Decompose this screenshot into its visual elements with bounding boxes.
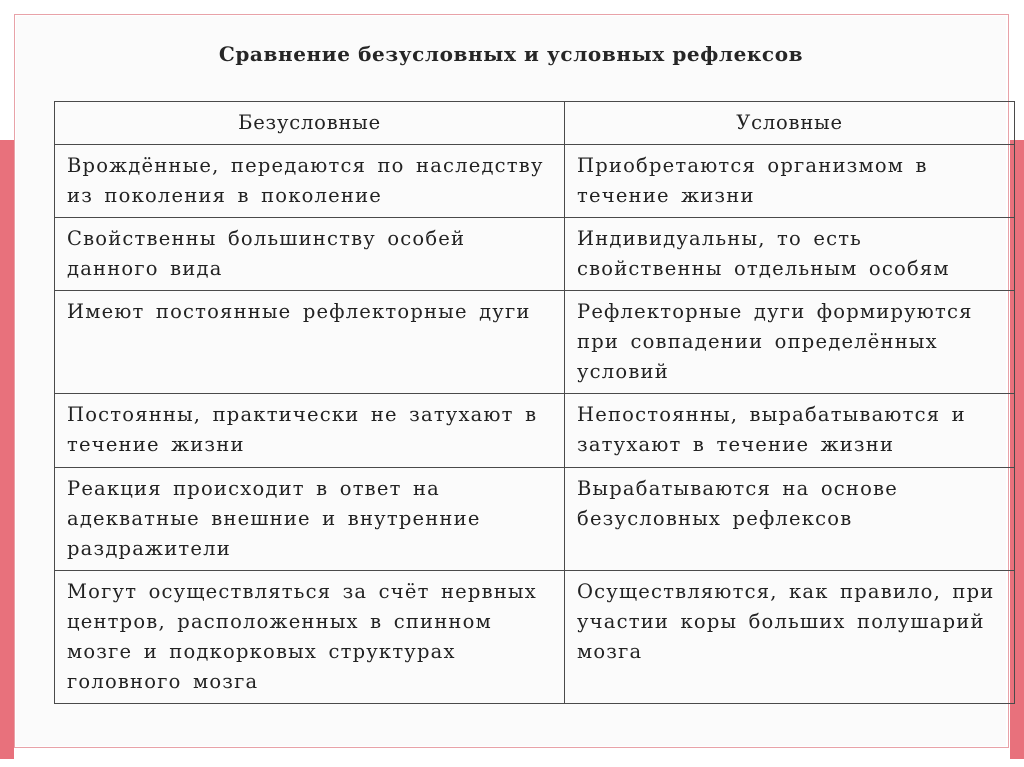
conditioned-cell: Рефлекторные дуги формируются при совпадении определённых условий bbox=[565, 291, 1015, 394]
comparison-table bbox=[54, 101, 1015, 704]
header-unconditioned: Безусловные bbox=[55, 102, 565, 145]
unconditioned-cell: Имеют постоянные рефлекторные дуги bbox=[55, 291, 565, 394]
conditioned-cell: Индивидуальны, то есть свойственны отдельным особям bbox=[565, 218, 1015, 291]
table-header-row bbox=[55, 102, 1015, 145]
table-row bbox=[55, 394, 1015, 468]
conditioned-cell: Осуществляются, как правило, при участии коры больших полушарий мозга bbox=[565, 571, 1015, 704]
scanned-page bbox=[16, 16, 1006, 746]
unconditioned-cell: Свойственны большинству особей данного вида bbox=[55, 218, 565, 291]
unconditioned-cell: Врождённые, передаются по наследству из поколения в поколение bbox=[55, 145, 565, 218]
table-row bbox=[55, 571, 1015, 704]
left-decorative-band bbox=[0, 140, 14, 759]
page-title: Сравнение безусловных и условных рефлексов bbox=[218, 42, 804, 66]
table-row bbox=[55, 218, 1015, 291]
table-row bbox=[55, 468, 1015, 571]
conditioned-cell: Вырабатываются на основе безусловных рефлексов bbox=[565, 468, 1015, 571]
unconditioned-cell: Постоянны, практически не затухают в течение жизни bbox=[55, 394, 565, 468]
conditioned-cell: Приобретаются организмом в течение жизни bbox=[565, 145, 1015, 218]
conditioned-cell: Непостоянны, вырабатываются и затухают в течение жизни bbox=[565, 394, 1015, 468]
header-conditioned: Условные bbox=[565, 102, 1015, 145]
unconditioned-cell: Могут осуществляться за счёт нервных центров, расположенных в спинном мозге и подкорковых структурах головного мозга bbox=[55, 571, 565, 704]
table-row bbox=[55, 291, 1015, 394]
table-row bbox=[55, 145, 1015, 218]
unconditioned-cell: Реакция происходит в ответ на адекватные внешние и внутренние раздражители bbox=[55, 468, 565, 571]
